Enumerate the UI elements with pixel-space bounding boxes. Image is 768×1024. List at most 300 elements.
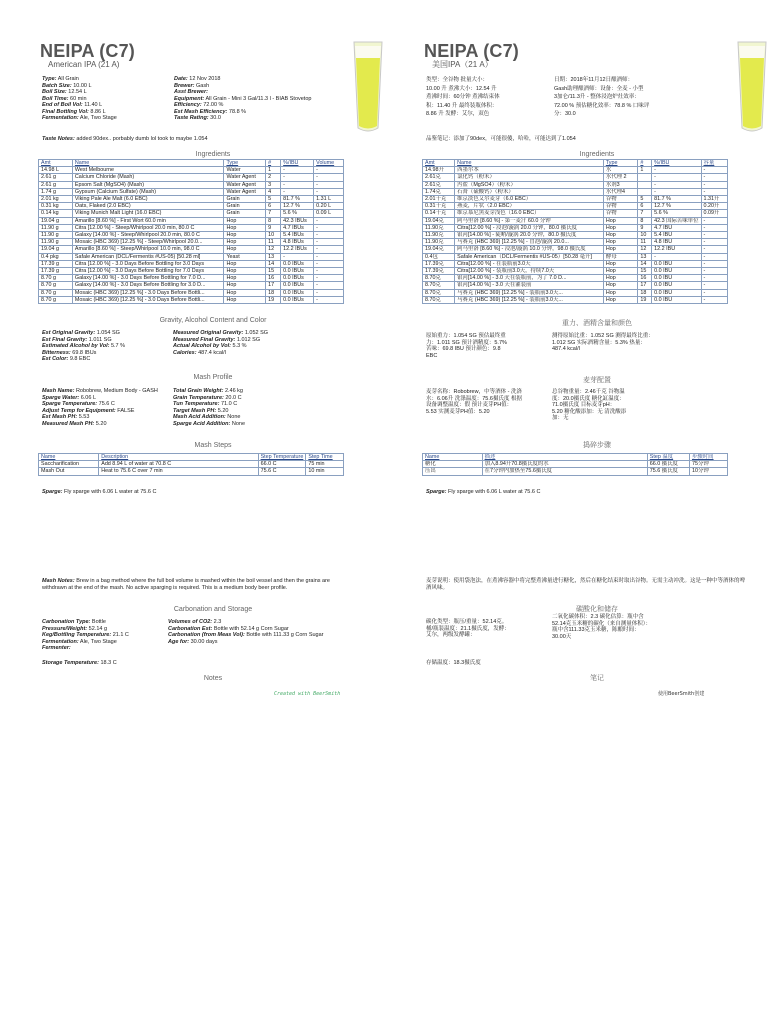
info-line: Gash助理酿酒师：设备：全麦 - 小型 (554, 85, 644, 92)
table-cell: 1.31升 (701, 196, 728, 203)
column-header: Amt (39, 160, 73, 167)
table-cell: 5.4 IBU (652, 232, 701, 239)
column-header: Step Temperature (258, 454, 306, 461)
table-cell: - (281, 188, 314, 195)
info-value: 71.0 C (220, 401, 238, 407)
ingredient-row (423, 196, 728, 203)
table-cell: 0.20升 (701, 203, 728, 210)
table-cell: Amarillo [8.60 %] - First Wort 60.0 min (72, 217, 224, 224)
mash-steps-table (38, 453, 344, 476)
table-cell: 10 min (306, 468, 344, 475)
gravity-measured (552, 333, 727, 353)
mash-profile-heading: Mash Profile (193, 374, 233, 381)
table-cell: 0.0 IBUs (281, 289, 314, 296)
table-cell: Hop (603, 268, 638, 275)
table-cell: 银河[14.00 %] - 3.0 天在装瓶前，为了 7.0 D... (455, 275, 604, 282)
table-cell: 75 min (306, 461, 344, 468)
info-line: 艾尔，两级发酵罐： (426, 632, 476, 638)
ingredient-row (39, 275, 344, 282)
table-cell: 75分钟 (689, 461, 727, 468)
table-cell: 0.0 IBU (652, 268, 701, 275)
table-cell: 16 (638, 275, 652, 282)
table-cell: 0.31 kg (39, 203, 73, 210)
table-cell: 8.70 g (39, 282, 73, 289)
table-cell: - (652, 181, 701, 188)
table-cell: 8.70 g (39, 289, 73, 296)
table-cell: Citra[12.00 %] - 装瓶前3.0天，持续7.0天 (455, 268, 604, 275)
carbonation-heading: 碳酸化和储存 (576, 606, 618, 613)
table-cell: Hop (224, 260, 266, 267)
info-value: 72.00 % (203, 102, 224, 108)
table-cell: 5 (266, 196, 281, 203)
mash-notes (42, 578, 342, 591)
table-cell: Hop (603, 296, 638, 303)
table-cell: 66.0 摄氏度 (647, 461, 689, 468)
info-label: Sparge Acid Addition: (173, 420, 231, 427)
sparge-label: Sparge: (42, 489, 63, 495)
table-cell: 12.7 % (281, 203, 314, 210)
table-cell: 10分钟 (689, 468, 727, 475)
info-value: All Grain (57, 76, 79, 82)
table-cell: - (281, 181, 314, 188)
info-value: 5.3 % (232, 343, 247, 349)
table-cell: 42.3 国际苦味单位 (652, 217, 701, 224)
table-cell: 0.4 pkg (39, 253, 73, 260)
table-cell: Hop (603, 246, 638, 253)
table-cell: - (314, 224, 344, 231)
info-line (42, 115, 192, 122)
storage-value: 存储温度：18.3摄氏度 (426, 660, 481, 666)
info-value: None (227, 414, 241, 420)
table-cell: 加入8.94升70.8摄氏度的水 (482, 461, 647, 468)
info-line: 水：6.06升 洗涤温度：75.6摄氏度 根据 (426, 395, 522, 402)
info-line: 日期：2018年11月12日酿酒师： (554, 77, 634, 83)
table-cell: 5.4 IBUs (281, 232, 314, 239)
table-cell: 1.74克 (423, 188, 455, 195)
table-cell: 4.8 IBU (652, 239, 701, 246)
ingredient-row (423, 232, 728, 239)
table-cell: Safale American（DCL/Fermentis #US-05）[50.28 毫升] (455, 253, 604, 260)
info-label: Grain Temperature: (173, 394, 224, 401)
info-line: 1.012 SG 实际酒精含量：5.3% 热量： (552, 339, 646, 346)
table-cell: 西墨尔本 (455, 167, 604, 174)
info-label: Measured Final Gravity: (173, 336, 236, 343)
mash-profile-col1 (426, 389, 556, 415)
gravity-estimates (42, 330, 182, 363)
ingredient-row (423, 275, 728, 282)
ingredient-row (423, 289, 728, 296)
ingredient-row (39, 181, 344, 188)
table-cell: 12.7 % (652, 203, 701, 210)
table-cell: Safale American (DCL/Fermentis #US-05) [50.28 ml] (72, 253, 224, 260)
table-cell: 银河[14.00 %] - 3.0 天在灌装前 (455, 282, 604, 289)
mash-profile-col2 (173, 388, 343, 427)
table-cell: 9 (266, 224, 281, 231)
carbonation-col1 (426, 619, 551, 639)
ingredient-row (39, 188, 344, 195)
carbonation-col2 (552, 614, 727, 640)
taste-notes-label: Taste Notes: (42, 136, 75, 142)
table-cell: 0.0 IBUs (281, 260, 314, 267)
mash-steps-table (422, 453, 728, 476)
mash-profile-col1 (42, 388, 167, 427)
table-cell: 5.6 % (652, 210, 701, 217)
table-cell: Hop (224, 296, 266, 303)
info-value: 2.46 kg (224, 388, 243, 394)
table-cell: Mosaic (HBC 369) [12.25 %] - 3.0 Days Before Bottli... (72, 289, 224, 296)
ingredient-row (423, 260, 728, 267)
table-cell: 0.0 IBUs (281, 268, 314, 275)
table-cell: 11.90 g (39, 232, 73, 239)
table-cell: - (314, 282, 344, 289)
ingredient-row (39, 253, 344, 260)
info-label: Carbonation Type: (42, 619, 91, 625)
table-header-row (39, 160, 344, 167)
table-cell: 18 (266, 289, 281, 296)
taste-notes-text: added 90dex.. porbably dumb lol took to maybe 1.054 (76, 136, 208, 142)
info-value: 10.00 L (73, 82, 92, 89)
table-cell: 0.14 kg (39, 210, 73, 217)
table-cell: 0.14千克 (423, 210, 455, 217)
info-line: 二氧化碳体积：2.3 碳化估算：瓶中含 (552, 614, 644, 620)
table-header-row (423, 454, 728, 461)
sparge-text: Fly sparge with 6.06 L water at 75.6 C (64, 489, 157, 495)
table-cell: - (701, 224, 728, 231)
info-label: Fermentation: (42, 115, 79, 121)
table-cell: 2.61克 (423, 181, 455, 188)
table-cell: 氯化钙（粉末） (455, 174, 604, 181)
beersmith-credit: Created with BeerSmith (274, 691, 341, 697)
info-label: Actual Alcohol by Vol: (173, 343, 231, 349)
table-cell: Calcium Chloride (Mash) (72, 174, 224, 181)
ingredient-row (39, 210, 344, 217)
info-line: 487.4 kcal/l (552, 346, 580, 352)
table-cell: 75.6 C (258, 468, 306, 475)
table-cell: 8 (638, 217, 652, 224)
notes-heading: Notes (203, 675, 223, 682)
table-cell: - (701, 232, 728, 239)
table-cell: - (701, 239, 728, 246)
table-cell: - (701, 253, 728, 260)
table-cell: 14.98升 (423, 167, 455, 174)
info-line: 度：20.0摄氏度 糖化缸温度： (552, 395, 625, 402)
table-cell: - (314, 174, 344, 181)
table-cell: 3 (266, 181, 281, 188)
info-line (173, 350, 343, 357)
ingredient-row (39, 224, 344, 231)
table-cell: - (314, 217, 344, 224)
ingredient-row (423, 167, 728, 174)
table-cell: 42.3 IBUs (281, 217, 314, 224)
table-cell: - (701, 275, 728, 282)
gravity-heading: 重力、酒精含量和颜色 (562, 320, 632, 327)
table-cell: Hop (603, 224, 638, 231)
table-cell: 0.0 IBU (652, 260, 701, 267)
info-value: 21.1 C (112, 632, 129, 638)
table-cell: Viking Munich Malt Light (16.0 EBC) (72, 210, 224, 217)
info-label: Total Grain Weight: (173, 388, 224, 394)
info-value: 5.20 (217, 407, 229, 414)
ingredient-row (423, 246, 728, 253)
table-cell: 11 (638, 239, 652, 246)
table-cell: - (652, 253, 701, 260)
column-header: Type (224, 160, 266, 167)
table-cell: Hop (224, 217, 266, 224)
column-header: Amt (423, 160, 455, 167)
table-cell: 5.6 % (281, 210, 314, 217)
info-label: Est Original Gravity: (42, 330, 96, 336)
info-line: 原始重力：1.054 SG 预估最终重 (426, 333, 506, 339)
table-cell: Hop (224, 275, 266, 282)
table-cell: - (314, 253, 344, 260)
table-cell: Mosaic (HBC 369) [12.25 %] - 3.0 Days Before Bottli... (72, 296, 224, 303)
table-cell: 0.0 IBUs (281, 275, 314, 282)
mash-step-row (423, 468, 728, 475)
table-cell: Hop (224, 239, 266, 246)
table-cell: - (314, 268, 344, 275)
info-label: Asst Brewer: (174, 89, 208, 95)
info-line: 麦芽名称：Robobrew，中等酒体 - 洗洛 (426, 389, 522, 395)
column-header: %/IBU (652, 160, 701, 167)
info-line: 5.20 糖化酸添加：无 清洗酸添 (552, 408, 627, 415)
ingredient-row (39, 282, 344, 289)
info-value: Gash (196, 82, 210, 89)
table-cell: 0.0 IBUs (281, 282, 314, 289)
table-cell: 水代理4 (603, 188, 638, 195)
table-cell: 12 (266, 246, 281, 253)
mash-notes-text: Brew in a bag method where the full boil volume is mashed within the boil vessel and then the grains are withdrawn at the end of the mash. No active sparging is required. This is a medium body beer profile. (42, 578, 330, 591)
mash-profile-heading: 麦芽配置 (583, 377, 611, 384)
table-cell: Citra[12.00 %] - 在装瓶前3.0天 (455, 260, 604, 267)
info-label: Taste Rating: (174, 115, 209, 121)
info-label: Mash Acid Addition: (173, 414, 226, 420)
storage-value: 18.3 C (100, 660, 117, 666)
ingredient-row (39, 203, 344, 210)
table-cell: 1.74 g (39, 188, 73, 195)
table-cell: 19.04克 (423, 217, 455, 224)
info-value: 20.0 C (225, 394, 242, 401)
info-label: Age for: (168, 638, 190, 645)
info-label: Date: (174, 76, 188, 82)
table-cell: - (701, 167, 728, 174)
table-cell: - (314, 181, 344, 188)
table-cell: Gypsum (Calcium Sulfate) (Mash) (72, 188, 224, 195)
table-cell: 10 (266, 232, 281, 239)
info-label: Batch Size: (42, 82, 72, 89)
table-cell: 11.90克 (423, 239, 455, 246)
table-cell: 水 (603, 167, 638, 174)
info-value: 11.40 L (84, 102, 103, 108)
ingredient-row (423, 239, 728, 246)
ingredient-row (423, 203, 728, 210)
column-header: Volume (314, 160, 344, 167)
table-cell: 0.20 L (314, 203, 344, 210)
table-cell: - (652, 188, 701, 195)
info-value: None (231, 420, 246, 427)
table-cell: - (701, 260, 728, 267)
table-cell: 阿马里洛 [8.60 %] - 浸泡/漩涡 10.0 分钟，98.0 摄氏度 (455, 246, 604, 253)
ingredient-row (39, 174, 344, 181)
table-cell: 1 (638, 167, 652, 174)
info-value: 8.86 L (90, 108, 106, 115)
table-cell: 8.70 g (39, 275, 73, 282)
info-value: 30.0 (210, 115, 221, 121)
info-value: 60 min (70, 95, 87, 102)
info-line: 8.86 升 发酵：艾尔，双色 (426, 111, 490, 117)
storage-label: Storage Temperature: (42, 660, 99, 666)
info-line (42, 421, 167, 428)
table-cell: 0.09升 (701, 210, 728, 217)
info-value: All Grain - Mini 3 Gal/11.3 l - BIAB Stovetop (205, 95, 312, 102)
ingredient-row (423, 217, 728, 224)
ingredient-row (39, 196, 344, 203)
table-cell: 8.70克 (423, 282, 455, 289)
info-label: Est Mash PH: (42, 414, 78, 420)
info-label: Boil Size: (42, 89, 67, 95)
info-label: Type: (42, 76, 57, 82)
table-cell: 13 (266, 253, 281, 260)
table-cell: 马赛克 (HBC 369) [12.25 %] - 冒泡/漩涡 20.0... (455, 239, 604, 246)
info-label: Est Mash Efficiency: (174, 108, 228, 115)
ingredient-row (423, 188, 728, 195)
table-cell: Water Agent (224, 174, 266, 181)
table-cell: 19 (266, 296, 281, 303)
table-cell: 4.8 IBUs (281, 239, 314, 246)
info-label: Fermentation: (42, 638, 79, 645)
ingredients-heading: Ingredients (195, 151, 231, 158)
ingredient-row (423, 296, 728, 303)
column-header: Description (99, 454, 258, 461)
table-cell: 11.90克 (423, 232, 455, 239)
table-header-row (39, 454, 344, 461)
table-cell: - (652, 167, 701, 174)
table-cell: 2.61克 (423, 174, 455, 181)
table-cell: Mash Out (39, 468, 99, 475)
info-label: Equipment: (174, 95, 205, 102)
info-line: 桶/瓶装温度：21.1摄氏度，发酵： (426, 625, 510, 632)
info-value: 487.4 kcal/l (198, 349, 226, 356)
table-header-row (423, 160, 728, 167)
table-cell: 19.04克 (423, 246, 455, 253)
table-cell: 2.61 g (39, 174, 73, 181)
sparge-label: Sparge: (426, 489, 447, 495)
table-cell (638, 188, 652, 195)
table-cell: 66.0 C (258, 461, 306, 468)
mash-profile-col2 (552, 389, 727, 422)
column-header: %/IBU (281, 160, 314, 167)
ingredients-table (38, 159, 344, 304)
taste-notes (42, 136, 208, 143)
table-cell: Galaxy [14.00 %] - 3.0 Days Before Bottling for 7.0 D... (72, 275, 224, 282)
beer-glass-icon (350, 38, 386, 136)
table-cell: 2 (266, 174, 281, 181)
beersmith-credit: 使用BeerSmith创建 (658, 691, 705, 697)
table-cell: Hop (603, 232, 638, 239)
table-cell: 81.7 % (652, 196, 701, 203)
table-cell: 0.0 IBU (652, 289, 701, 296)
table-cell: - (314, 167, 344, 174)
table-cell: - (701, 296, 728, 303)
recipe-sheet-chinese (422, 0, 768, 1024)
info-label: Boil Time: (42, 95, 69, 102)
storage-line (42, 660, 117, 667)
table-cell: Hop (603, 289, 638, 296)
table-cell: 酵母 (603, 253, 638, 260)
ingredient-row (39, 217, 344, 224)
info-line (173, 421, 343, 428)
table-cell: 1.31 L (314, 196, 344, 203)
table-cell: Hop (603, 282, 638, 289)
table-cell: Citra[12.00 %] - 浸泡/漩涡 20.0 分钟，80.0 摄氏度 (455, 224, 604, 231)
info-label: Est Color: (42, 356, 69, 362)
table-cell: Oats, Flaked (2.0 EBC) (72, 203, 224, 210)
info-label: Fermenter: (42, 645, 71, 651)
ingredient-row (39, 167, 344, 174)
recipe-title: NEIPA (C7) (40, 41, 136, 61)
ingredient-row (423, 253, 728, 260)
table-cell: 10 (638, 232, 652, 239)
info-line: 30.00天 (552, 633, 572, 640)
info-value: 30.00 days (190, 638, 218, 645)
info-label: Pressure/Weight: (42, 625, 88, 632)
mash-step-row (39, 461, 344, 468)
table-cell: 14 (266, 260, 281, 267)
table-cell: - (652, 174, 701, 181)
recipe-style: American IPA (21 A) (48, 60, 120, 69)
table-cell: 谷物 (603, 196, 638, 203)
table-cell: 7 (266, 210, 281, 217)
table-cell: 16 (266, 275, 281, 282)
info-line: 设备调整温度：假 预计麦芽PH值： (426, 402, 513, 408)
ingredient-row (423, 181, 728, 188)
table-cell: 17.39克 (423, 268, 455, 275)
table-cell: 2.01千克 (423, 196, 455, 203)
table-cell: 11 (266, 239, 281, 246)
gravity-heading: Gravity, Alcohol Content and Color (159, 317, 267, 324)
table-cell: - (281, 253, 314, 260)
table-cell: 0.09 L (314, 210, 344, 217)
carbonation-heading: Carbonation and Storage (173, 606, 253, 613)
info-line: 加：无 (552, 415, 569, 421)
table-cell: 0.0 IBU (652, 275, 701, 282)
info-value: 12 Nov 2018 (189, 76, 221, 82)
table-cell: - (314, 232, 344, 239)
table-cell: 18 (638, 289, 652, 296)
table-cell: 17 (638, 282, 652, 289)
info-label: Keg/Bottling Temperature: (42, 632, 112, 638)
column-header: Name (39, 454, 99, 461)
info-line: 10.00 升 煮沸大小：12.54 升 (426, 85, 497, 92)
ingredient-row (423, 210, 728, 217)
sparge-line (42, 489, 342, 496)
table-cell: Hop (224, 282, 266, 289)
info-value: 6.06 L (80, 394, 97, 401)
info-value: 1.011 SG (88, 336, 112, 343)
table-cell: 12.2 IBUs (281, 246, 314, 253)
info-label: Carbonation Est: (168, 625, 213, 632)
mash-notes-label: Mash Notes: (42, 578, 75, 584)
table-cell: 8.70 g (39, 296, 73, 303)
info-value: Ale, Two Stage (79, 638, 117, 645)
table-cell: - (701, 289, 728, 296)
sparge-line (426, 489, 726, 496)
table-cell: 17.39 g (39, 268, 73, 275)
table-cell: 1 (266, 167, 281, 174)
info-label: Estimated Alcohol by Vol: (42, 343, 110, 349)
table-cell: 压出 (423, 468, 483, 475)
sparge-text: Fly sparge with 6.06 L water at 75.6 C (448, 489, 541, 495)
table-cell: - (281, 174, 314, 181)
